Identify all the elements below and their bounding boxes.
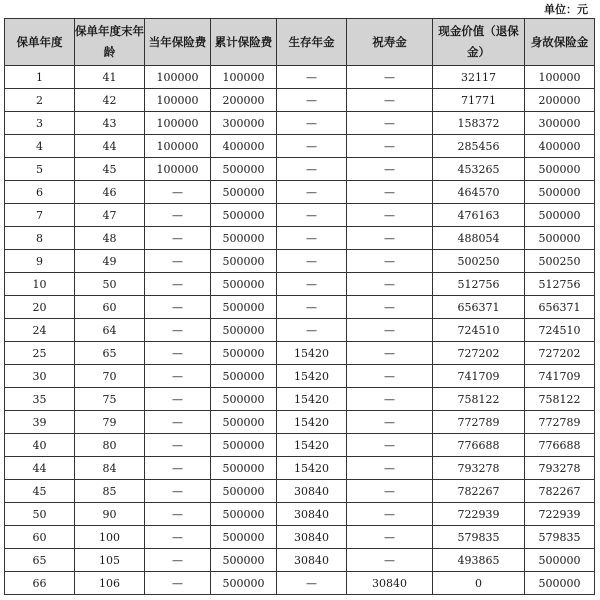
longevity-benefit-cell: — (347, 250, 433, 273)
cumulative-premium-cell: 500000 (211, 342, 277, 365)
age-cell: 90 (75, 503, 145, 526)
cash-value-cell: 793278 (433, 457, 525, 480)
age-cell: 65 (75, 342, 145, 365)
age-cell: 46 (75, 181, 145, 204)
policy-year-cell: 39 (5, 411, 75, 434)
table-row (5, 572, 595, 595)
header-survival-annuity: 生存年金 (277, 19, 347, 66)
policy-year-cell: 20 (5, 296, 75, 319)
annual-premium-cell: — (145, 411, 211, 434)
survival-annuity-cell: 15420 (277, 434, 347, 457)
table-row (5, 135, 595, 158)
death-benefit-cell: 500000 (525, 549, 595, 572)
policy-year-cell: 2 (5, 89, 75, 112)
survival-annuity-cell: — (277, 250, 347, 273)
cumulative-premium-cell: 500000 (211, 480, 277, 503)
survival-annuity-cell: 30840 (277, 526, 347, 549)
age-cell: 100 (75, 526, 145, 549)
header-cumulative-premium: 累计保险费 (211, 19, 277, 66)
cumulative-premium-cell: 500000 (211, 181, 277, 204)
policy-year-cell: 25 (5, 342, 75, 365)
age-cell: 47 (75, 204, 145, 227)
longevity-benefit-cell: — (347, 273, 433, 296)
table-row (5, 250, 595, 273)
survival-annuity-cell: — (277, 112, 347, 135)
death-benefit-cell: 579835 (525, 526, 595, 549)
survival-annuity-cell: 30840 (277, 549, 347, 572)
table-row (5, 480, 595, 503)
death-benefit-cell: 793278 (525, 457, 595, 480)
longevity-benefit-cell: — (347, 480, 433, 503)
longevity-benefit-cell: — (347, 296, 433, 319)
death-benefit-cell: 724510 (525, 319, 595, 342)
cumulative-premium-cell: 500000 (211, 319, 277, 342)
cumulative-premium-cell: 500000 (211, 227, 277, 250)
policy-year-cell: 3 (5, 112, 75, 135)
cash-value-cell: 741709 (433, 365, 525, 388)
annual-premium-cell: — (145, 388, 211, 411)
cash-value-cell: 32117 (433, 66, 525, 89)
table-row (5, 365, 595, 388)
policy-year-cell: 66 (5, 572, 75, 595)
death-benefit-cell: 722939 (525, 503, 595, 526)
policy-year-cell: 65 (5, 549, 75, 572)
age-cell: 84 (75, 457, 145, 480)
policy-year-cell: 50 (5, 503, 75, 526)
policy-year-cell: 5 (5, 158, 75, 181)
survival-annuity-cell: — (277, 89, 347, 112)
age-cell: 60 (75, 296, 145, 319)
policy-year-cell: 30 (5, 365, 75, 388)
unit-label: 单位：元 (544, 3, 588, 16)
cumulative-premium-cell: 500000 (211, 572, 277, 595)
survival-annuity-cell: 30840 (277, 480, 347, 503)
cumulative-premium-cell: 500000 (211, 457, 277, 480)
cumulative-premium-cell: 500000 (211, 204, 277, 227)
annual-premium-cell: — (145, 342, 211, 365)
age-cell: 49 (75, 250, 145, 273)
table-row (5, 204, 595, 227)
longevity-benefit-cell: — (347, 457, 433, 480)
policy-year-cell: 8 (5, 227, 75, 250)
survival-annuity-cell: — (277, 227, 347, 250)
survival-annuity-cell: — (277, 572, 347, 595)
age-cell: 64 (75, 319, 145, 342)
policy-year-cell: 24 (5, 319, 75, 342)
annual-premium-cell: — (145, 503, 211, 526)
longevity-benefit-cell: — (347, 181, 433, 204)
age-cell: 50 (75, 273, 145, 296)
cash-value-cell: 776688 (433, 434, 525, 457)
age-cell: 79 (75, 411, 145, 434)
annual-premium-cell: 100000 (145, 135, 211, 158)
longevity-benefit-cell: 30840 (347, 572, 433, 595)
age-cell: 41 (75, 66, 145, 89)
survival-annuity-cell: 15420 (277, 411, 347, 434)
death-benefit-cell: 500000 (525, 204, 595, 227)
benefit-table (4, 18, 595, 595)
table-row (5, 112, 595, 135)
age-cell: 43 (75, 112, 145, 135)
death-benefit-cell: 500000 (525, 572, 595, 595)
cash-value-cell: 758122 (433, 388, 525, 411)
longevity-benefit-cell: — (347, 365, 433, 388)
annual-premium-cell: — (145, 572, 211, 595)
age-cell: 105 (75, 549, 145, 572)
death-benefit-cell: 500250 (525, 250, 595, 273)
annual-premium-cell: — (145, 526, 211, 549)
death-benefit-cell: 500000 (525, 181, 595, 204)
longevity-benefit-cell: — (347, 204, 433, 227)
annual-premium-cell: 100000 (145, 112, 211, 135)
cash-value-cell: 500250 (433, 250, 525, 273)
policy-year-cell: 40 (5, 434, 75, 457)
policy-year-cell: 44 (5, 457, 75, 480)
survival-annuity-cell: — (277, 204, 347, 227)
table-row (5, 434, 595, 457)
annual-premium-cell: 100000 (145, 66, 211, 89)
longevity-benefit-cell: — (347, 526, 433, 549)
header-row (5, 19, 595, 66)
policy-year-cell: 35 (5, 388, 75, 411)
annual-premium-cell: — (145, 181, 211, 204)
survival-annuity-cell: 15420 (277, 342, 347, 365)
death-benefit-cell: 300000 (525, 112, 595, 135)
death-benefit-cell: 200000 (525, 89, 595, 112)
header-annual-premium: 当年保险费 (145, 19, 211, 66)
table-row (5, 388, 595, 411)
cumulative-premium-cell: 500000 (211, 365, 277, 388)
longevity-benefit-cell: — (347, 135, 433, 158)
annual-premium-cell: — (145, 365, 211, 388)
death-benefit-cell: 500000 (525, 158, 595, 181)
table-row (5, 342, 595, 365)
death-benefit-cell: 782267 (525, 480, 595, 503)
age-cell: 48 (75, 227, 145, 250)
death-benefit-cell: 758122 (525, 388, 595, 411)
cash-value-cell: 158372 (433, 112, 525, 135)
cumulative-premium-cell: 500000 (211, 296, 277, 319)
table-row (5, 227, 595, 250)
cumulative-premium-cell: 500000 (211, 434, 277, 457)
longevity-benefit-cell: — (347, 319, 433, 342)
survival-annuity-cell: — (277, 135, 347, 158)
cumulative-premium-cell: 500000 (211, 158, 277, 181)
table-row (5, 319, 595, 342)
annual-premium-cell: 100000 (145, 158, 211, 181)
annual-premium-cell: — (145, 434, 211, 457)
cash-value-cell: 488054 (433, 227, 525, 250)
policy-year-cell: 10 (5, 273, 75, 296)
cumulative-premium-cell: 500000 (211, 526, 277, 549)
death-benefit-cell: 400000 (525, 135, 595, 158)
table-row (5, 296, 595, 319)
policy-year-cell: 7 (5, 204, 75, 227)
longevity-benefit-cell: — (347, 112, 433, 135)
age-cell: 80 (75, 434, 145, 457)
cash-value-cell: 512756 (433, 273, 525, 296)
longevity-benefit-cell: — (347, 89, 433, 112)
annual-premium-cell: — (145, 273, 211, 296)
header-age-at-year-end: 保单年度末年龄 (75, 19, 145, 66)
cash-value-cell: 476163 (433, 204, 525, 227)
survival-annuity-cell: — (277, 66, 347, 89)
annual-premium-cell: — (145, 296, 211, 319)
survival-annuity-cell: 15420 (277, 365, 347, 388)
longevity-benefit-cell: — (347, 411, 433, 434)
cumulative-premium-cell: 500000 (211, 411, 277, 434)
table-row (5, 411, 595, 434)
age-cell: 45 (75, 158, 145, 181)
cumulative-premium-cell: 500000 (211, 503, 277, 526)
age-cell: 70 (75, 365, 145, 388)
longevity-benefit-cell: — (347, 503, 433, 526)
death-benefit-cell: 100000 (525, 66, 595, 89)
death-benefit-cell: 772789 (525, 411, 595, 434)
header-longevity-benefit: 祝寿金 (347, 19, 433, 66)
table-row (5, 526, 595, 549)
survival-annuity-cell: 30840 (277, 503, 347, 526)
annual-premium-cell: — (145, 204, 211, 227)
survival-annuity-cell: 15420 (277, 388, 347, 411)
annual-premium-cell: — (145, 227, 211, 250)
cumulative-premium-cell: 200000 (211, 89, 277, 112)
death-benefit-cell: 776688 (525, 434, 595, 457)
cumulative-premium-cell: 100000 (211, 66, 277, 89)
survival-annuity-cell: 15420 (277, 457, 347, 480)
longevity-benefit-cell: — (347, 342, 433, 365)
age-cell: 42 (75, 89, 145, 112)
longevity-benefit-cell: — (347, 227, 433, 250)
cash-value-cell: 493865 (433, 549, 525, 572)
survival-annuity-cell: — (277, 296, 347, 319)
header-policy-year: 保单年度 (5, 19, 75, 66)
cash-value-cell: 722939 (433, 503, 525, 526)
age-cell: 75 (75, 388, 145, 411)
cumulative-premium-cell: 500000 (211, 250, 277, 273)
table-row (5, 503, 595, 526)
annual-premium-cell: — (145, 457, 211, 480)
cash-value-cell: 656371 (433, 296, 525, 319)
annual-premium-cell: 100000 (145, 89, 211, 112)
survival-annuity-cell: — (277, 273, 347, 296)
policy-year-cell: 4 (5, 135, 75, 158)
annual-premium-cell: — (145, 480, 211, 503)
cumulative-premium-cell: 500000 (211, 273, 277, 296)
table-row (5, 457, 595, 480)
cash-value-cell: 0 (433, 572, 525, 595)
survival-annuity-cell: — (277, 319, 347, 342)
cumulative-premium-cell: 500000 (211, 388, 277, 411)
cash-value-cell: 453265 (433, 158, 525, 181)
table-row (5, 181, 595, 204)
cash-value-cell: 772789 (433, 411, 525, 434)
table-row (5, 89, 595, 112)
table-row (5, 66, 595, 89)
age-cell: 106 (75, 572, 145, 595)
header-cash-value: 现金价值（退保金） (433, 19, 525, 66)
cash-value-cell: 579835 (433, 526, 525, 549)
cash-value-cell: 464570 (433, 181, 525, 204)
policy-year-cell: 45 (5, 480, 75, 503)
header-death-benefit: 身故保险金 (525, 19, 595, 66)
death-benefit-cell: 500000 (525, 227, 595, 250)
longevity-benefit-cell: — (347, 66, 433, 89)
annual-premium-cell: — (145, 250, 211, 273)
cash-value-cell: 782267 (433, 480, 525, 503)
policy-year-cell: 6 (5, 181, 75, 204)
cash-value-cell: 71771 (433, 89, 525, 112)
longevity-benefit-cell: — (347, 388, 433, 411)
cumulative-premium-cell: 400000 (211, 135, 277, 158)
annual-premium-cell: — (145, 319, 211, 342)
cumulative-premium-cell: 500000 (211, 549, 277, 572)
death-benefit-cell: 727202 (525, 342, 595, 365)
table-row (5, 158, 595, 181)
annual-premium-cell: — (145, 549, 211, 572)
longevity-benefit-cell: — (347, 549, 433, 572)
cash-value-cell: 285456 (433, 135, 525, 158)
survival-annuity-cell: — (277, 158, 347, 181)
longevity-benefit-cell: — (347, 434, 433, 457)
cash-value-cell: 724510 (433, 319, 525, 342)
age-cell: 44 (75, 135, 145, 158)
death-benefit-cell: 512756 (525, 273, 595, 296)
policy-year-cell: 9 (5, 250, 75, 273)
survival-annuity-cell: — (277, 181, 347, 204)
policy-year-cell: 60 (5, 526, 75, 549)
death-benefit-cell: 656371 (525, 296, 595, 319)
cumulative-premium-cell: 300000 (211, 112, 277, 135)
age-cell: 85 (75, 480, 145, 503)
death-benefit-cell: 741709 (525, 365, 595, 388)
table-row (5, 273, 595, 296)
table-row (5, 549, 595, 572)
policy-year-cell: 1 (5, 66, 75, 89)
cash-value-cell: 727202 (433, 342, 525, 365)
longevity-benefit-cell: — (347, 158, 433, 181)
table-body (5, 66, 595, 595)
